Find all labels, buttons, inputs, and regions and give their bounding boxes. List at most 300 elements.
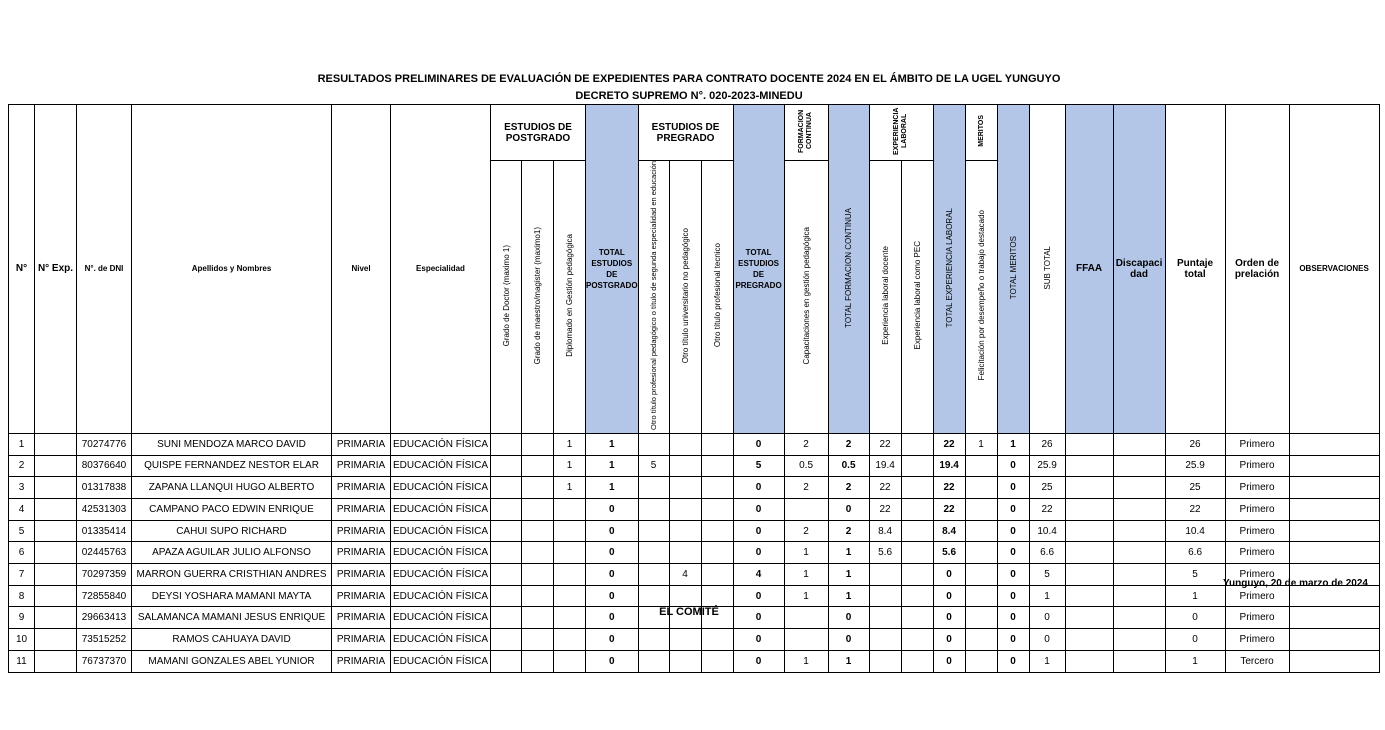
cell-sub: 10.4 bbox=[1029, 520, 1065, 542]
cell-texp: 22 bbox=[933, 433, 965, 455]
cell-disc bbox=[1113, 629, 1165, 651]
cell-mae bbox=[522, 433, 554, 455]
cell-ffaa bbox=[1065, 650, 1113, 672]
col-felicitacion-header bbox=[965, 161, 997, 434]
cell-tpre: 5 bbox=[733, 455, 784, 477]
cell-ffaa bbox=[1065, 564, 1113, 586]
cell-nivel: PRIMARIA bbox=[332, 607, 391, 629]
col-nombres-header: Apellidos y Nombres bbox=[132, 105, 332, 434]
cell-dni: 42531303 bbox=[77, 499, 132, 521]
col-observaciones-header: OBSERVACIONES bbox=[1289, 105, 1379, 434]
subtotal-label: SUB TOTAL bbox=[1042, 245, 1052, 290]
cell-ffaa bbox=[1065, 455, 1113, 477]
cell-orden: Primero bbox=[1225, 520, 1289, 542]
cell-cap: 1 bbox=[784, 542, 828, 564]
col-subtotal-header bbox=[1029, 105, 1065, 434]
col-otro-universitario-header bbox=[669, 161, 701, 434]
cell-tmer: 0 bbox=[997, 650, 1029, 672]
cell-nivel: PRIMARIA bbox=[332, 585, 391, 607]
cell-exd bbox=[869, 585, 901, 607]
cell-esp: EDUCACIÓN FÍSICA bbox=[391, 520, 491, 542]
cell-orden: Primero bbox=[1225, 433, 1289, 455]
cell-obs bbox=[1289, 477, 1379, 499]
cell-disc bbox=[1113, 542, 1165, 564]
cell-n: 5 bbox=[9, 520, 35, 542]
cell-cap bbox=[784, 499, 828, 521]
cell-doc bbox=[491, 650, 522, 672]
cell-ott bbox=[701, 564, 733, 586]
cell-dip bbox=[554, 650, 586, 672]
cell-exp-pec bbox=[901, 629, 933, 651]
cell-sub: 26 bbox=[1029, 433, 1065, 455]
cell-dni: 76737370 bbox=[77, 650, 132, 672]
group-experiencia-header bbox=[869, 105, 933, 161]
col-nivel-header: Nivel bbox=[332, 105, 391, 434]
cell-orden: Primero bbox=[1225, 455, 1289, 477]
cell-tpos: 0 bbox=[586, 564, 639, 586]
cell-obs bbox=[1289, 629, 1379, 651]
cell-otp bbox=[638, 629, 669, 651]
cell-doc bbox=[491, 542, 522, 564]
cell-esp: EDUCACIÓN FÍSICA bbox=[391, 433, 491, 455]
cell-tmer: 0 bbox=[997, 564, 1029, 586]
cell-puntaje: 25.9 bbox=[1165, 455, 1225, 477]
cell-fel bbox=[965, 477, 997, 499]
otro-tecnico-label: Otro título profesional tecnico bbox=[712, 243, 722, 348]
cell-esp: EDUCACIÓN FÍSICA bbox=[391, 629, 491, 651]
table-row bbox=[9, 520, 1380, 542]
cell-orden: Primero bbox=[1225, 477, 1289, 499]
cell-cap: 1 bbox=[784, 650, 828, 672]
cell-otu bbox=[669, 455, 701, 477]
cell-exp bbox=[35, 520, 77, 542]
cell-nivel: PRIMARIA bbox=[332, 564, 391, 586]
cell-orden: Primero bbox=[1225, 629, 1289, 651]
cell-nivel: PRIMARIA bbox=[332, 477, 391, 499]
col-maestro-header bbox=[522, 161, 554, 434]
cell-otp bbox=[638, 520, 669, 542]
cell-tfor: 2 bbox=[828, 433, 869, 455]
cell-tpre: 0 bbox=[733, 433, 784, 455]
felicitacion-label: Felicitación por desempeño o trabajo destacado bbox=[976, 210, 986, 381]
cell-otp bbox=[638, 499, 669, 521]
cell-exp bbox=[35, 499, 77, 521]
col-discapacidad-header: Discapaci dad bbox=[1113, 105, 1165, 434]
cell-tpos: 0 bbox=[586, 585, 639, 607]
cell-nivel: PRIMARIA bbox=[332, 499, 391, 521]
cell-nivel: PRIMARIA bbox=[332, 650, 391, 672]
cell-dip bbox=[554, 520, 586, 542]
cell-puntaje: 22 bbox=[1165, 499, 1225, 521]
cell-dni: 02445763 bbox=[77, 542, 132, 564]
cell-ott bbox=[701, 542, 733, 564]
cell-fel bbox=[965, 650, 997, 672]
cell-exp bbox=[35, 564, 77, 586]
cell-tpos: 0 bbox=[586, 629, 639, 651]
cell-cap: 1 bbox=[784, 585, 828, 607]
cell-esp: EDUCACIÓN FÍSICA bbox=[391, 607, 491, 629]
cell-puntaje: 26 bbox=[1165, 433, 1225, 455]
cell-puntaje: 1 bbox=[1165, 585, 1225, 607]
cell-obs bbox=[1289, 650, 1379, 672]
diplomado-label: Diplomado en Gestión pedagógica bbox=[565, 234, 574, 357]
cell-mae bbox=[522, 564, 554, 586]
cell-ffaa bbox=[1065, 477, 1113, 499]
cell-tmer: 0 bbox=[997, 520, 1029, 542]
cell-otp bbox=[638, 585, 669, 607]
exp-pec-label: Experiencia laboral como PEC bbox=[912, 241, 922, 350]
cell-tfor: 2 bbox=[828, 477, 869, 499]
cell-ott bbox=[701, 629, 733, 651]
col-total-formacion-header bbox=[828, 105, 869, 434]
cell-nombre: MAMANI GONZALES ABEL YUNIOR bbox=[132, 650, 332, 672]
cell-puntaje: 0 bbox=[1165, 607, 1225, 629]
cell-otu bbox=[669, 499, 701, 521]
cell-texp: 0 bbox=[933, 607, 965, 629]
cell-nivel: PRIMARIA bbox=[332, 455, 391, 477]
cell-mae bbox=[522, 477, 554, 499]
cell-ffaa bbox=[1065, 585, 1113, 607]
cell-obs bbox=[1289, 520, 1379, 542]
group-meritos-label: MERITOS bbox=[977, 115, 985, 147]
cell-esp: EDUCACIÓN FÍSICA bbox=[391, 499, 491, 521]
cell-doc bbox=[491, 564, 522, 586]
cell-orden: Primero bbox=[1225, 564, 1289, 586]
col-total-meritos-header bbox=[997, 105, 1029, 434]
cell-sub: 0 bbox=[1029, 629, 1065, 651]
cell-dip bbox=[554, 585, 586, 607]
cell-mae bbox=[522, 499, 554, 521]
cell-doc bbox=[491, 499, 522, 521]
col-ffaa-header: FFAA bbox=[1065, 105, 1113, 434]
cell-fel bbox=[965, 542, 997, 564]
cell-n: 1 bbox=[9, 433, 35, 455]
cell-fel bbox=[965, 564, 997, 586]
cell-tmer: 0 bbox=[997, 629, 1029, 651]
cell-disc bbox=[1113, 650, 1165, 672]
cell-nombre: DEYSI YOSHARA MAMANI MAYTA bbox=[132, 585, 332, 607]
cell-tpos: 0 bbox=[586, 542, 639, 564]
place-date: Yunguyo, 20 de marzo de 2024 bbox=[1222, 578, 1368, 589]
group-postgrado-header: ESTUDIOS DE POSTGRADO bbox=[491, 105, 586, 161]
cell-nombre: RAMOS CAHUAYA DAVID bbox=[132, 629, 332, 651]
cell-doc bbox=[491, 477, 522, 499]
cell-otp bbox=[638, 542, 669, 564]
table-row bbox=[9, 650, 1380, 672]
cell-mae bbox=[522, 542, 554, 564]
cell-texp: 0 bbox=[933, 650, 965, 672]
total-meritos-label: TOTAL MERITOS bbox=[1008, 235, 1018, 300]
cell-dni: 01335414 bbox=[77, 520, 132, 542]
table-row bbox=[9, 499, 1380, 521]
cell-cap: 2 bbox=[784, 477, 828, 499]
cell-exp bbox=[35, 477, 77, 499]
cell-texp: 0 bbox=[933, 585, 965, 607]
cell-ott bbox=[701, 585, 733, 607]
cell-doc bbox=[491, 520, 522, 542]
cell-obs bbox=[1289, 542, 1379, 564]
cell-dip bbox=[554, 542, 586, 564]
cell-ffaa bbox=[1065, 499, 1113, 521]
cell-n: 8 bbox=[9, 585, 35, 607]
cell-tpos: 0 bbox=[586, 650, 639, 672]
cell-tpos: 0 bbox=[586, 607, 639, 629]
cell-dip bbox=[554, 564, 586, 586]
col-total-pregrado-header: TOTAL ESTUDIOS DE PREGRADO bbox=[733, 105, 784, 434]
col-exp-header: N° Exp. bbox=[35, 105, 77, 434]
cell-cap: 1 bbox=[784, 564, 828, 586]
cell-doc bbox=[491, 455, 522, 477]
cell-ott bbox=[701, 477, 733, 499]
cell-texp: 22 bbox=[933, 477, 965, 499]
cell-tmer: 0 bbox=[997, 607, 1029, 629]
cell-n: 9 bbox=[9, 607, 35, 629]
total-experiencia-label: TOTAL EXPERIENCIA LABORAL bbox=[944, 207, 954, 328]
cell-tfor: 1 bbox=[828, 650, 869, 672]
table-row bbox=[9, 542, 1380, 564]
otro-universitario-label: Otro título universitario no pedagógico bbox=[680, 227, 690, 364]
table-row bbox=[9, 433, 1380, 455]
cell-texp: 22 bbox=[933, 499, 965, 521]
cell-sub: 1 bbox=[1029, 650, 1065, 672]
cell-puntaje: 10.4 bbox=[1165, 520, 1225, 542]
cell-ffaa bbox=[1065, 433, 1113, 455]
cell-otu bbox=[669, 477, 701, 499]
cell-disc bbox=[1113, 433, 1165, 455]
cell-tfor: 2 bbox=[828, 520, 869, 542]
cell-nombre: CAHUI SUPO RICHARD bbox=[132, 520, 332, 542]
cell-disc bbox=[1113, 520, 1165, 542]
cell-n: 10 bbox=[9, 629, 35, 651]
cell-esp: EDUCACIÓN FÍSICA bbox=[391, 650, 491, 672]
cell-exp bbox=[35, 585, 77, 607]
cell-ffaa bbox=[1065, 629, 1113, 651]
cell-dni: 73515252 bbox=[77, 629, 132, 651]
col-num-header: N° bbox=[9, 105, 35, 434]
cell-n: 11 bbox=[9, 650, 35, 672]
cell-tmer: 0 bbox=[997, 455, 1029, 477]
cell-sub: 25.9 bbox=[1029, 455, 1065, 477]
cell-nombre: SUNI MENDOZA MARCO DAVID bbox=[132, 433, 332, 455]
cell-exp bbox=[35, 542, 77, 564]
cell-cap: 2 bbox=[784, 520, 828, 542]
cell-tmer: 0 bbox=[997, 542, 1029, 564]
cell-tpre: 0 bbox=[733, 629, 784, 651]
cell-otu bbox=[669, 629, 701, 651]
cell-mae bbox=[522, 629, 554, 651]
table-row bbox=[9, 477, 1380, 499]
cell-cap: 0.5 bbox=[784, 455, 828, 477]
results-rows bbox=[9, 433, 1380, 672]
cell-puntaje: 0 bbox=[1165, 629, 1225, 651]
cell-tpre: 0 bbox=[733, 542, 784, 564]
cell-tfor: 1 bbox=[828, 542, 869, 564]
cell-tpre: 0 bbox=[733, 650, 784, 672]
otro-pedagogico-label: Otro título profesional pedagógico o título de segunda especialidad en educación bbox=[648, 161, 658, 430]
cell-exd: 8.4 bbox=[869, 520, 901, 542]
cell-mae bbox=[522, 585, 554, 607]
cell-exp-pec bbox=[901, 499, 933, 521]
cell-orden: Primero bbox=[1225, 585, 1289, 607]
cell-doc bbox=[491, 585, 522, 607]
cell-orden: Primero bbox=[1225, 542, 1289, 564]
cell-tpre: 0 bbox=[733, 585, 784, 607]
cell-nivel: PRIMARIA bbox=[332, 629, 391, 651]
col-dni-header: N°. de DNI bbox=[77, 105, 132, 434]
col-total-experiencia-header bbox=[933, 105, 965, 434]
cell-puntaje: 25 bbox=[1165, 477, 1225, 499]
cell-tpre: 0 bbox=[733, 477, 784, 499]
cell-doc bbox=[491, 629, 522, 651]
cell-dni: 29663413 bbox=[77, 607, 132, 629]
cell-exp-pec bbox=[901, 650, 933, 672]
cell-exd bbox=[869, 629, 901, 651]
cell-n: 6 bbox=[9, 542, 35, 564]
cell-otp bbox=[638, 650, 669, 672]
cell-sub: 25 bbox=[1029, 477, 1065, 499]
document-title: RESULTADOS PRELIMINARES DE EVALUACIÓN DE EXPEDIENTES PARA CONTRATO DOCENTE 2024 EN EL ÁMBITO DE LA UGEL YUNGUYO bbox=[317, 73, 1061, 85]
group-pregrado-header: ESTUDIOS DE PREGRADO bbox=[638, 105, 733, 161]
cell-ffaa bbox=[1065, 520, 1113, 542]
cell-ott bbox=[701, 433, 733, 455]
cell-otp bbox=[638, 433, 669, 455]
cell-dni: 72855840 bbox=[77, 585, 132, 607]
cell-sub: 0 bbox=[1029, 607, 1065, 629]
cell-exp bbox=[35, 455, 77, 477]
cell-puntaje: 1 bbox=[1165, 650, 1225, 672]
cell-exp-pec bbox=[901, 433, 933, 455]
cell-nombre: MARRON GUERRA CRISTHIAN ANDRES bbox=[132, 564, 332, 586]
cell-dip: 1 bbox=[554, 455, 586, 477]
doctor-label: Grado de Doctor (maximo 1) bbox=[501, 244, 511, 347]
cell-dip bbox=[554, 629, 586, 651]
cell-tpos: 0 bbox=[586, 499, 639, 521]
col-doctor-header bbox=[491, 161, 522, 434]
cell-otu: 4 bbox=[669, 564, 701, 586]
cell-dni: 01317838 bbox=[77, 477, 132, 499]
cell-tfor: 0 bbox=[828, 629, 869, 651]
cell-otu bbox=[669, 650, 701, 672]
cell-exd: 22 bbox=[869, 477, 901, 499]
cell-tpos: 1 bbox=[586, 433, 639, 455]
capacitaciones-label: Capacitaciones en gestión pedagógica bbox=[801, 226, 811, 365]
cell-esp: EDUCACIÓN FÍSICA bbox=[391, 455, 491, 477]
cell-exd bbox=[869, 650, 901, 672]
cell-fel bbox=[965, 499, 997, 521]
cell-otp bbox=[638, 564, 669, 586]
cell-nombre: QUISPE FERNANDEZ NESTOR ELAR bbox=[132, 455, 332, 477]
cell-texp: 0 bbox=[933, 564, 965, 586]
cell-sub: 22 bbox=[1029, 499, 1065, 521]
cell-n: 3 bbox=[9, 477, 35, 499]
cell-cap: 2 bbox=[784, 433, 828, 455]
cell-dni: 80376640 bbox=[77, 455, 132, 477]
cell-sub: 5 bbox=[1029, 564, 1065, 586]
cell-otp: 5 bbox=[638, 455, 669, 477]
table-row bbox=[9, 629, 1380, 651]
table-row bbox=[9, 455, 1380, 477]
cell-exp bbox=[35, 433, 77, 455]
cell-orden: Primero bbox=[1225, 499, 1289, 521]
cell-otu bbox=[669, 585, 701, 607]
cell-doc bbox=[491, 433, 522, 455]
cell-tmer: 0 bbox=[997, 477, 1029, 499]
col-exp-pec-header bbox=[901, 161, 933, 434]
cell-exp bbox=[35, 650, 77, 672]
cell-texp: 19.4 bbox=[933, 455, 965, 477]
cell-fel bbox=[965, 455, 997, 477]
cell-sub: 1 bbox=[1029, 585, 1065, 607]
cell-exp bbox=[35, 629, 77, 651]
cell-exp-pec bbox=[901, 520, 933, 542]
cell-texp: 5.6 bbox=[933, 542, 965, 564]
cell-dni: 70274776 bbox=[77, 433, 132, 455]
cell-exp-pec bbox=[901, 585, 933, 607]
cell-ott bbox=[701, 650, 733, 672]
cell-tpre: 0 bbox=[733, 499, 784, 521]
cell-disc bbox=[1113, 455, 1165, 477]
cell-exd: 22 bbox=[869, 433, 901, 455]
cell-fel bbox=[965, 585, 997, 607]
cell-tpre: 0 bbox=[733, 607, 784, 629]
cell-fel: 1 bbox=[965, 433, 997, 455]
cell-tfor: 0 bbox=[828, 607, 869, 629]
cell-exd: 19.4 bbox=[869, 455, 901, 477]
cell-orden: Tercero bbox=[1225, 650, 1289, 672]
cell-fel bbox=[965, 629, 997, 651]
cell-mae bbox=[522, 650, 554, 672]
cell-tpos: 1 bbox=[586, 455, 639, 477]
col-otro-pedagogico-header bbox=[638, 161, 669, 434]
committee-signature: EL COMITÉ bbox=[659, 606, 719, 618]
col-otro-tecnico-header bbox=[701, 161, 733, 434]
maestro-label: Grado de maestro/magister (maximo1) bbox=[533, 226, 542, 365]
cell-esp: EDUCACIÓN FÍSICA bbox=[391, 542, 491, 564]
cell-exd bbox=[869, 564, 901, 586]
cell-dip bbox=[554, 499, 586, 521]
cell-orden: Primero bbox=[1225, 607, 1289, 629]
cell-mae bbox=[522, 455, 554, 477]
col-orden-header: Orden de prelación bbox=[1225, 105, 1289, 434]
cell-sub: 6.6 bbox=[1029, 542, 1065, 564]
document-subtitle: DECRETO SUPREMO N°. 020-2023-MINEDU bbox=[575, 90, 803, 102]
cell-tpos: 0 bbox=[586, 520, 639, 542]
cell-cap bbox=[784, 629, 828, 651]
cell-disc bbox=[1113, 477, 1165, 499]
cell-tpre: 0 bbox=[733, 520, 784, 542]
col-especialidad-header: Especialidad bbox=[391, 105, 491, 434]
cell-obs bbox=[1289, 455, 1379, 477]
cell-obs bbox=[1289, 499, 1379, 521]
cell-dip: 1 bbox=[554, 477, 586, 499]
cell-disc bbox=[1113, 499, 1165, 521]
group-formacion-header bbox=[784, 105, 828, 161]
cell-tmer: 0 bbox=[997, 499, 1029, 521]
cell-tmer: 0 bbox=[997, 585, 1029, 607]
table-row bbox=[9, 585, 1380, 607]
table-row bbox=[9, 564, 1380, 586]
cell-ott bbox=[701, 499, 733, 521]
cell-nivel: PRIMARIA bbox=[332, 433, 391, 455]
group-meritos-header bbox=[965, 105, 997, 161]
cell-tfor: 1 bbox=[828, 585, 869, 607]
cell-obs bbox=[1289, 433, 1379, 455]
cell-ott bbox=[701, 520, 733, 542]
cell-nivel: PRIMARIA bbox=[332, 542, 391, 564]
cell-tfor: 0 bbox=[828, 499, 869, 521]
cell-otu bbox=[669, 520, 701, 542]
exp-docente-label: Experiencia laboral docente bbox=[880, 246, 890, 345]
